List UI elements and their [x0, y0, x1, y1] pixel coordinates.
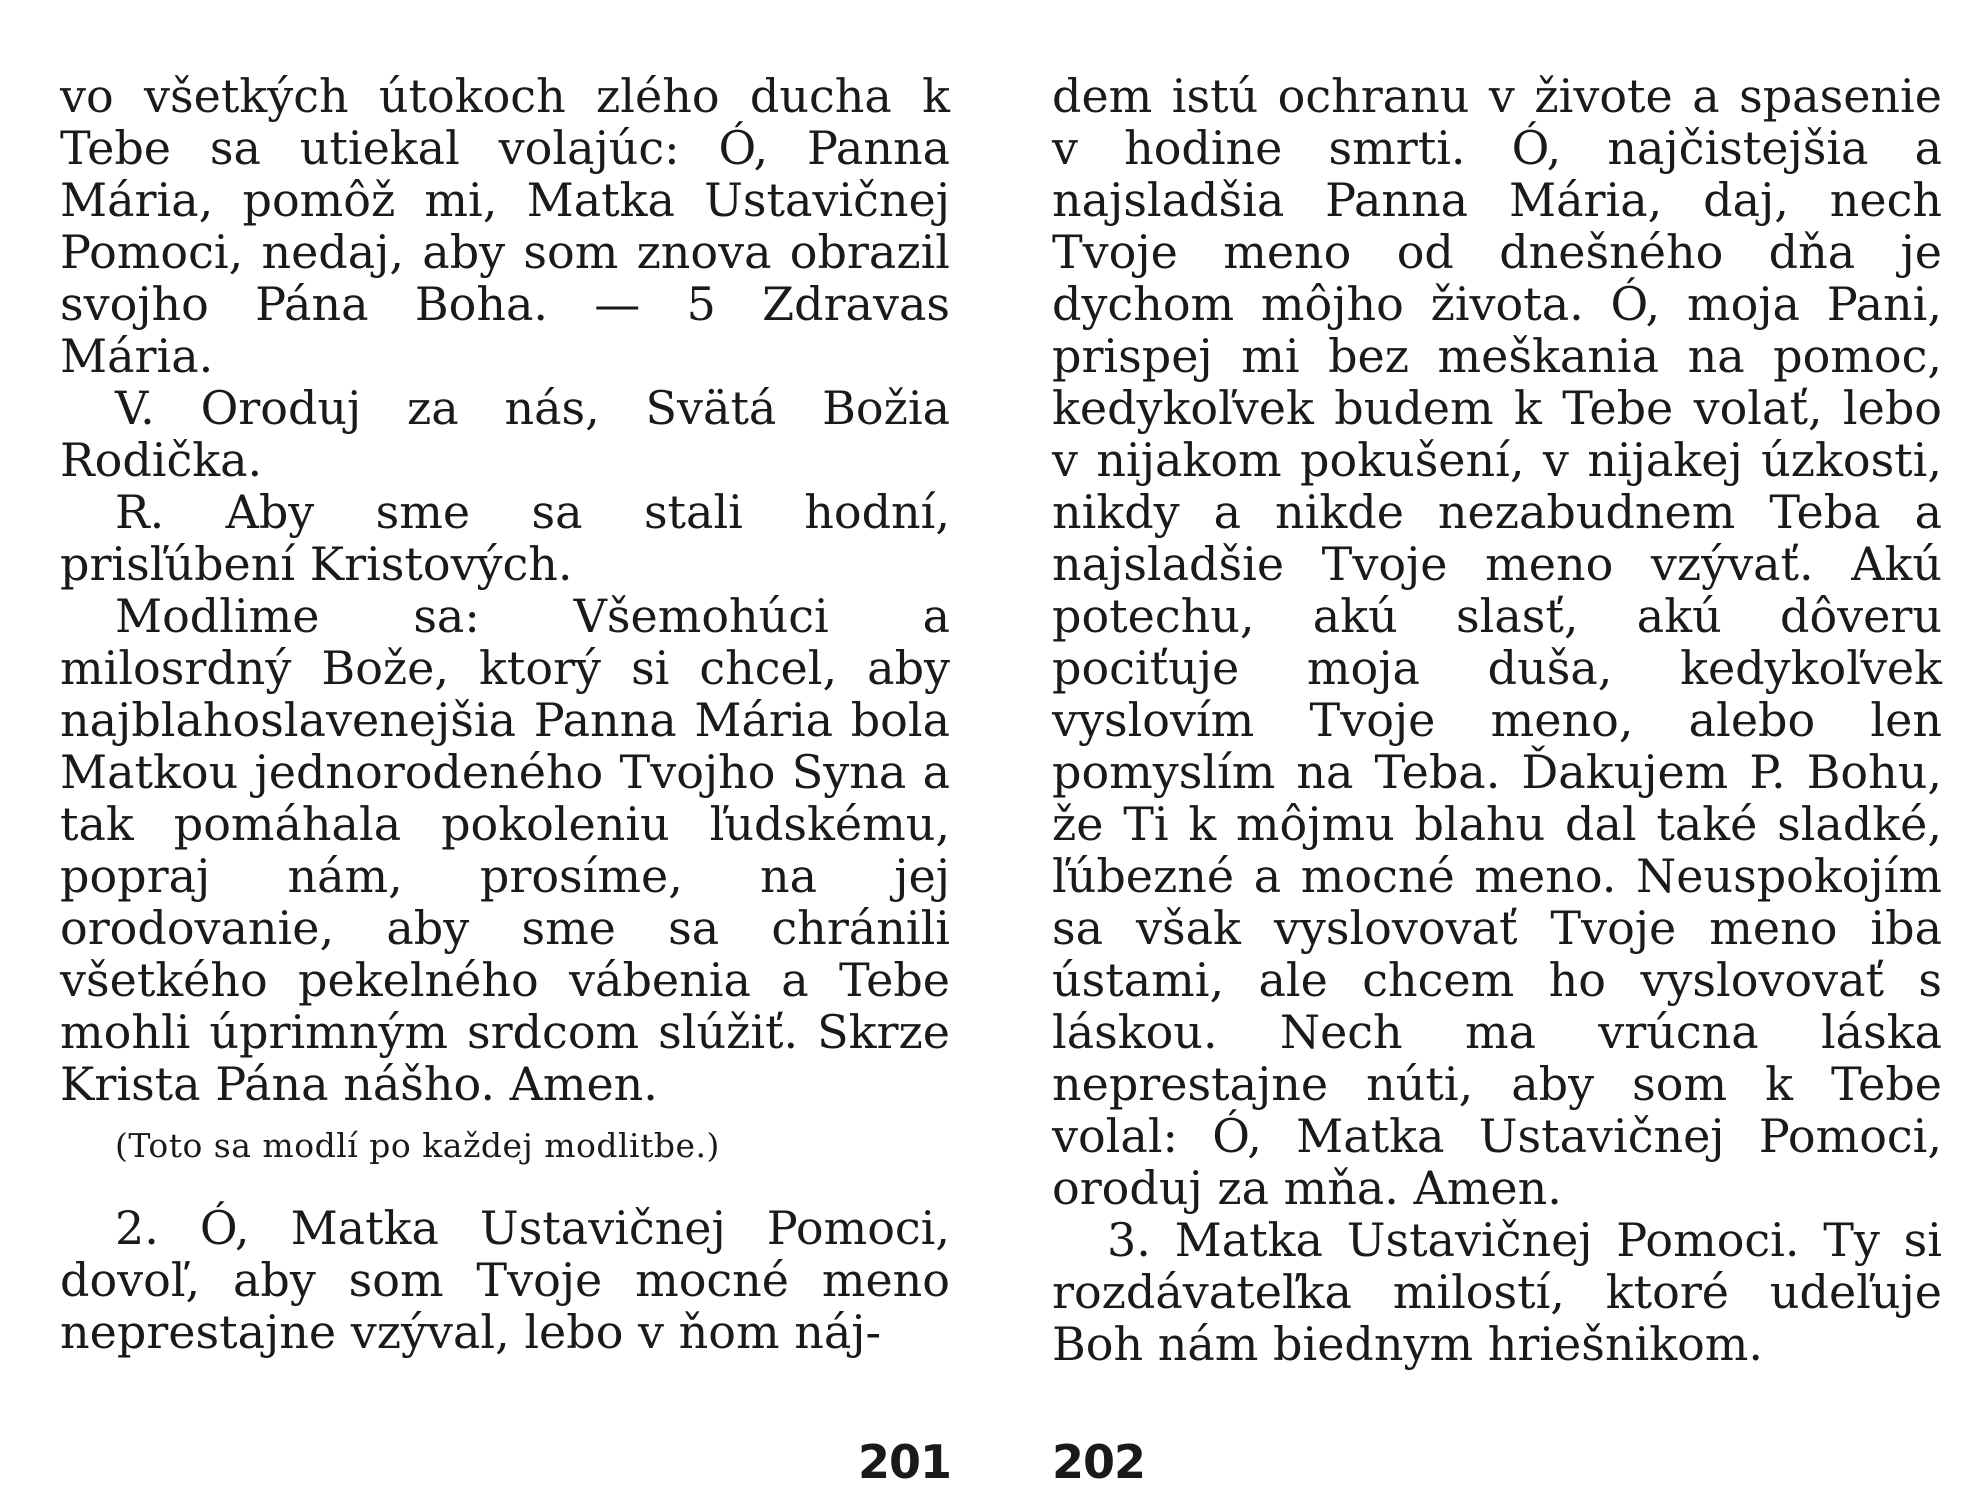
- left-paragraph-continuation: vo všetkých útokoch zlého ducha k Tebe sa utiekal volajúc: Ó, Panna Mária, pomôž mi, Matka Ustavičnej Pomoci, nedaj, aby som znova obrazil svojho Pána Boha. — 5 Zdravas Mária.: [60, 69, 950, 383]
- versicle: V. Oroduj za nás, Svätá Božia Rodička.: [60, 381, 950, 487]
- prayer-2-continuation: dem istú ochranu v živote a spasenie v hodine smrti. Ó, najčistejšia a najsladšia Panna Mária, daj, nech Tvoje meno od dnešného dňa je dychom môjho života. Ó, moja Pani, prispej mi bez meškania na pomoc, kedykoľvek budem k Tebe volať, lebo v nijakom pokušení, v nijakej úzkosti, nikdy a nikde nezabudnem Teba a najsladšie Tvoje meno vzývať. Akú potechu, akú slasť, akú dôveru pociťuje moja duša, kedykoľvek vyslovím Tvoje meno, alebo len pomyslím na Teba. Ďakujem P. Bohu, že Ti k môjmu blahu dal také sladké, ľúbezné a mocné meno. Neuspokojím sa však vyslovovať Tvoje meno iba ústami, ale chcem ho vyslovovať s láskou. Nech ma vrúcna láska neprestajne núti, aby som k Tebe volal: Ó, Matka Ustavičnej Pomoci, oroduj za mňa. Amen.: [1052, 69, 1942, 1215]
- prayer-2-start: 2. Ó, Matka Ustavičnej Pomoci, dovoľ, aby som Tvoje mocné meno neprestajne vzýval, lebo v ňom náj-: [60, 1201, 950, 1359]
- left-page-text: [60, 70, 950, 1358]
- right-page-text: [1052, 70, 1942, 1370]
- rubric-note: (Toto sa modlí po každej modlitbe.): [115, 1126, 720, 1165]
- response: R. Aby sme sa stali hodní, prisľúbení Kristových.: [60, 485, 950, 591]
- prayer-3-start: 3. Matka Ustavičnej Pomoci. Ty si rozdávateľka milostí, ktoré udeľuje Boh nám biednym hriešnikom.: [1052, 1213, 1942, 1371]
- page-number-right: 202: [1052, 1435, 1146, 1489]
- page-number-left: 201: [858, 1435, 952, 1489]
- closing-prayer: Modlime sa: Všemohúci a milosrdný Bože, ktorý si chcel, aby najblahoslavenejšia Panna Mária bola Matkou jednorodeného Tvojho Syna a tak pomáhala pokoleniu ľudskému, popraj nám, prosíme, na jej orodovanie, aby sme sa chránili všetkého pekelného vábenia a Tebe mohli úprimným srdcom slúžiť. Skrze Krista Pána nášho. Amen.: [60, 589, 950, 1111]
- right-page: [1052, 70, 1942, 1370]
- left-page: [60, 70, 950, 1358]
